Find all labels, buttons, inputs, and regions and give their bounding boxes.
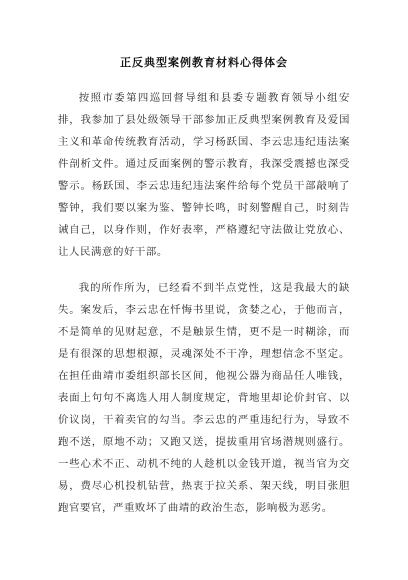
body-paragraph-1: 按照市委第四巡回督导组和县委专题教育领导小组安排，我参加了县处级领导干部参加正反典型案例教育及爱国主义和革命传统教育活动，学习杨跃国、李云忠违纪违法案件剖析文件。通过反面案例的警示教育，我深受震撼也深受警示。杨跃国、李云忠违纪违法案件给每个党员干部敲响了警钟，我们要以案为鉴、警钟长鸣，时刻警醒自己，时刻告诫自己，以身作则，作好表率，严格遵纪守法做让党放心、让人民满意的好干部。 [58,92,350,258]
document-title: 正反典型案例教育材料心得体会 [120,56,288,69]
body-paragraph-2: 我的所作所为，已经看不到半点党性，这是我最大的缺失。案发后，李云忠在忏悔书里说，贪婪之心，于他而言，不是简单的见财起意，不是触景生情，更不是一时糊涂，而是有很深的思想根源，灵魂深处不干净，理想信念不坚定。在担任曲靖市委组织部长区间，他视公器为商品任人唯钱，表面上句句不离选人用人制度规定，背地里却论价封官、以价议岗，干着卖官的勾当。李云忠的严重违纪行为，导致不跑不送，原地不动；又跑又送，提拔重用官场潜规则盛行。一些心术不正、动机不纯的人趁机以金钱开道，视当官为交易，费尽心机投机钻营，热衷于拉关系、架天线，明目张胆跑官要官，严重败坏了曲靖的政治生态，影响极为恶劣。 [58,282,350,514]
